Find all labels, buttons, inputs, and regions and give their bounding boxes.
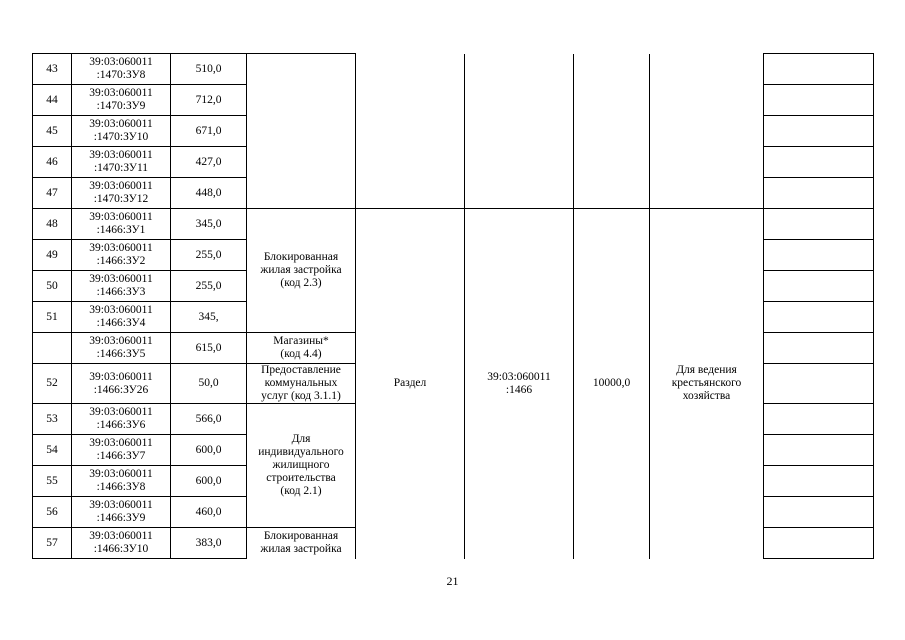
cell-line: Предоставление [261,364,341,376]
row-number-cell: 51 [33,302,72,333]
area-cell: 460,0 [171,497,247,528]
notes-cell [764,178,874,209]
cell-line: :1466:ЗУ7 [96,450,146,462]
cell-line: 39:03:060011 [89,211,153,223]
area-cell: 383,0 [171,528,247,559]
cell-line: жилая застройка [260,264,342,276]
parent-use-empty-cell [650,54,764,209]
cadastral-number-cell [72,209,171,240]
cell-line: жилищного [272,459,330,471]
notes-cell [764,116,874,147]
cell-line: Магазины* [273,335,329,347]
cell-line: 39:03:060011 [89,406,153,418]
cadastral-number-cell [72,116,171,147]
cadastral-number-cell [72,404,171,435]
area-cell: 566,0 [171,404,247,435]
cell-line: :1470:ЗУ12 [93,193,149,205]
cell-line: 39:03:060011 [89,335,153,347]
permitted-use-empty-cell [247,54,356,209]
parent-permitted-use-cell [650,209,764,559]
cell-line: :1466:ЗУ5 [96,348,146,360]
cell-line: 39:03:060011 [89,180,153,192]
notes-cell [764,466,874,497]
notes-cell [764,333,874,364]
cell-line: Блокированная [263,530,339,543]
cell-line: :1466:ЗУ8 [96,481,146,493]
area-cell: 255,0 [171,271,247,302]
area-cell: 345,0 [171,209,247,240]
row-number-cell: 43 [33,54,72,85]
cell-line: (код 2.3) [280,277,322,289]
cadastral-number-cell [72,333,171,364]
cell-line: :1466:ЗУ26 [93,383,149,396]
cell-line: индивидуального [258,446,344,458]
cell-line: (код 4.4) [280,348,322,360]
parent-cadastral-number-cell [465,209,574,559]
area-cell: 615,0 [171,333,247,364]
area-cell: 510,0 [171,54,247,85]
notes-cell [764,528,874,559]
cell-line: 39:03:060011 [89,87,153,99]
cell-line: :1466:ЗУ10 [93,543,149,555]
cell-line: 39:03:060011 [89,149,153,161]
operation-cell: Раздел [356,209,465,559]
cell-line: 39:03:060011 [89,437,153,449]
area-cell: 427,0 [171,147,247,178]
cell-line: :1470:ЗУ11 [93,162,149,174]
permitted-use-cell-individual-housing [247,404,356,528]
row-number-cell: 54 [33,435,72,466]
row-number-cell: 53 [33,404,72,435]
notes-cell [764,271,874,302]
cell-line: крестьянского [671,377,742,390]
area-cell: 345, [171,302,247,333]
cadastral-number-cell [72,528,171,559]
cadastral-number-cell [72,271,171,302]
notes-cell [764,435,874,466]
table-row [33,54,874,85]
area-cell: 671,0 [171,116,247,147]
cell-line: :1466:ЗУ6 [96,419,146,431]
cell-line: (код 2.1) [280,485,322,497]
cadastral-number-cell [72,435,171,466]
cell-line: коммунальных [264,377,338,389]
cell-line: Блокированная [263,251,339,263]
parent-area-empty-cell [574,54,650,209]
notes-cell [764,302,874,333]
cell-line: 39:03:060011 [89,530,153,542]
cadastral-number-cell [72,147,171,178]
permitted-use-cell-blocked-housing-tail [247,528,356,559]
notes-cell [764,147,874,178]
cell-line: :1466 [505,383,533,396]
page-number: 21 [446,574,459,588]
cell-line: :1466:ЗУ2 [96,255,146,267]
notes-cell [764,404,874,435]
cell-line: услуг (код 3.1.1) [261,390,341,402]
permitted-use-cell-shops [247,333,356,364]
row-number-cell: 45 [33,116,72,147]
cell-line: :1466:ЗУ9 [96,512,146,524]
area-cell: 600,0 [171,435,247,466]
notes-cell [764,209,874,240]
cadastral-number-cell [72,85,171,116]
cell-line: :1470:ЗУ10 [93,131,149,143]
area-cell: 600,0 [171,466,247,497]
cadastral-number-cell [72,240,171,271]
cell-line: строительства [266,472,336,484]
area-cell: 448,0 [171,178,247,209]
cell-line: :1466:ЗУ3 [96,286,146,298]
row-number-cell: 47 [33,178,72,209]
row-number-cell: 55 [33,466,72,497]
row-number-cell: 46 [33,147,72,178]
area-cell: 712,0 [171,85,247,116]
cell-line: Для [291,433,311,445]
area-cell: 50,0 [171,364,247,404]
cell-line: :1466:ЗУ4 [96,317,146,329]
row-number-cell: 56 [33,497,72,528]
cadastral-number-cell [72,178,171,209]
notes-cell [764,497,874,528]
cell-line: 39:03:060011 [89,499,153,511]
cell-line: 39:03:060011 [89,468,153,480]
cell-line: жилая застройка [260,543,342,556]
cadastral-number-cell [72,54,171,85]
row-number-cell [33,333,72,364]
notes-cell [764,85,874,116]
cell-line: :1470:ЗУ8 [96,69,146,81]
table-row [33,209,874,240]
cell-line: 39:03:060011 [487,370,551,383]
cell-line: 39:03:060011 [89,242,153,254]
cell-line: 39:03:060011 [89,304,153,316]
permitted-use-cell-utilities [247,364,356,404]
cadastral-number-cell [72,302,171,333]
cell-line: хозяйства [682,390,731,403]
row-number-cell: 49 [33,240,72,271]
cell-line: Для ведения [676,364,737,377]
cell-line: 39:03:060011 [89,118,153,130]
cell-line: :1470:ЗУ9 [96,100,146,112]
cadastral-number-cell [72,497,171,528]
row-number-cell: 52 [33,364,72,404]
row-number-cell: 50 [33,271,72,302]
operation-empty-cell [356,54,465,209]
parent-area-cell: 10000,0 [574,209,650,559]
area-cell: 255,0 [171,240,247,271]
row-number-cell: 44 [33,85,72,116]
cell-line: 39:03:060011 [89,56,153,68]
land-parcels-table [32,53,874,559]
notes-cell [764,54,874,85]
parent-cadastral-empty-cell [465,54,574,209]
cell-line: :1466:ЗУ1 [96,224,146,236]
row-number-cell: 48 [33,209,72,240]
cell-line: 39:03:060011 [89,370,153,383]
permitted-use-cell-blocked-housing [247,209,356,333]
cadastral-number-cell [72,466,171,497]
notes-cell [764,364,874,404]
cell-line: 39:03:060011 [89,273,153,285]
cadastral-number-cell [72,364,171,404]
notes-cell [764,240,874,271]
row-number-cell: 57 [33,528,72,559]
